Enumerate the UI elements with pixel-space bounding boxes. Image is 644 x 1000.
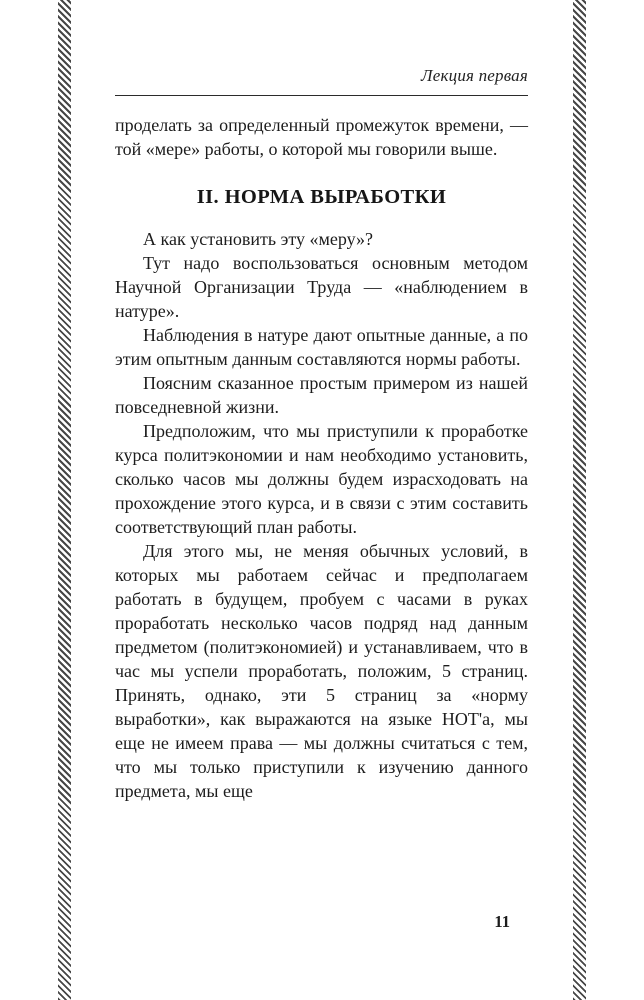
paragraph: Поясним сказанное простым примером из нашей повседневной жизни. (115, 373, 528, 417)
running-header: Лекция первая (421, 66, 528, 85)
paragraph-continuation: проделать за определенный промежуток времени, — той «мере» работы, о которой мы говорили выше. (115, 115, 528, 159)
text-column (115, 0, 528, 1000)
paragraph: Тут надо воспользоваться основным методом Научной Организации Труда — «наблюдением в натуре». (115, 253, 528, 321)
left-border-ornament (58, 0, 71, 1000)
paragraph: Наблюдения в натуре дают опытные данные, а по этим опытным данным составляются нормы работы. (115, 325, 528, 369)
paragraph: А как установить эту «меру»? (143, 229, 374, 249)
paragraph: Предположим, что мы приступили к проработке курса политэкономии и нам необходимо установить, сколько часов мы должны будем израсходовать на прохождение этого курса, и в связи с этим составить соответствующий план работы. (115, 421, 528, 537)
section-heading: II. НОРМА ВЫРАБОТКИ (196, 186, 447, 208)
page-number: 11 (494, 912, 510, 931)
right-border-ornament (573, 0, 586, 1000)
header-rule (115, 95, 528, 96)
paragraph: Для этого мы, не меняя обычных условий, в которых мы работаем сейчас и предполагаем работать в будущем, пробуем с часами в руках проработать несколько часов подряд над данным предметом (политэкономией) и устанавливаем, что в час мы успели проработать, положим, 5 страниц. Принять, однако, эти 5 страниц за «норму выработки», как выражаются на языке НОТ'а, мы еще не имеем права — мы должны считаться с тем, что мы только приступили к изучению данного предмета, мы еще (115, 541, 528, 801)
body-text (115, 113, 528, 803)
